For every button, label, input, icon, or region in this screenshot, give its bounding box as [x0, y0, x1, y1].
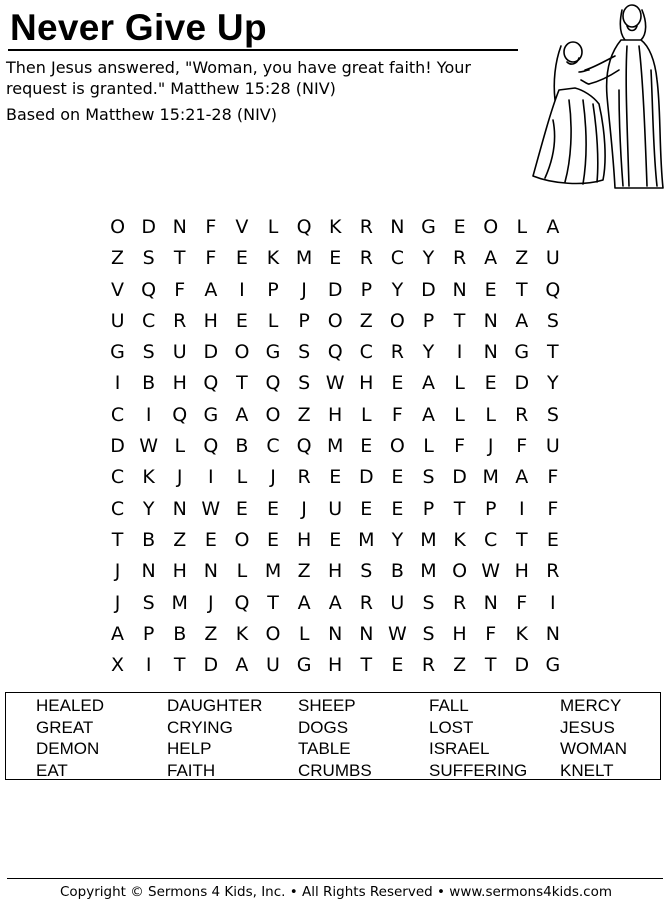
grid-letter: P: [484, 497, 497, 520]
grid-letter: R: [515, 403, 529, 426]
grid-letter: V: [235, 216, 249, 238]
grid-letter: T: [547, 341, 559, 364]
grid-letter: T: [236, 372, 248, 395]
grid-letter: D: [203, 341, 219, 364]
grid-letter: C: [110, 466, 125, 489]
grid-letter: Q: [234, 591, 250, 614]
grid-letter: N: [452, 278, 467, 301]
grid-letter: Y: [422, 341, 435, 364]
grid-letter: N: [359, 622, 374, 645]
grid-letter: E: [267, 528, 280, 551]
grid-letter: D: [514, 372, 530, 395]
grid-letter: A: [515, 309, 529, 332]
grid-letter: O: [327, 309, 343, 332]
grid-letter: G: [421, 216, 436, 238]
word-bank-item: KNELT: [560, 760, 614, 780]
grid-letter: Z: [515, 247, 529, 270]
grid-row: [102, 650, 568, 681]
grid-row: [102, 243, 568, 274]
grid-letter: H: [172, 372, 187, 395]
grid-letter: E: [235, 309, 248, 332]
grid-letter: R: [421, 654, 436, 677]
grid-row: [102, 494, 568, 525]
grid-letter: F: [205, 216, 217, 238]
grid-letter: N: [390, 216, 405, 238]
grid-letter: Z: [173, 528, 187, 551]
grid-letter: M: [420, 560, 437, 583]
copyright-footer: Copyright © Sermons 4 Kids, Inc. • All Rights Reserved • www.sermons4kids.com: [60, 884, 612, 900]
grid-letter: L: [174, 435, 186, 458]
grid-letter: D: [452, 466, 467, 489]
grid-letter: K: [235, 622, 249, 645]
grid-letter: N: [172, 497, 187, 520]
grid-letter: F: [174, 278, 186, 301]
grid-letter: H: [514, 560, 529, 583]
word-bank-item: WOMAN: [560, 739, 628, 758]
grid-letter: J: [208, 591, 214, 614]
grid-letter: L: [454, 403, 465, 426]
grid-letter: N: [172, 216, 187, 238]
grid-letter: D: [141, 216, 156, 238]
grid-letter: B: [173, 622, 187, 645]
grid-letter: M: [482, 466, 499, 489]
word-bank-item: CRYING: [167, 717, 233, 737]
grid-letter: C: [266, 435, 280, 458]
word-bank-item: CRUMBS: [298, 760, 372, 780]
grid-letter: P: [298, 309, 310, 332]
grid-letter: P: [142, 622, 155, 645]
grid-letter: B: [142, 528, 156, 551]
grid-letter: Q: [327, 341, 343, 364]
grid-letter: W: [325, 372, 345, 395]
grid-letter: Q: [141, 278, 157, 301]
word-bank-item: HELP: [167, 739, 212, 758]
bible-verse: Then Jesus answered, "Woman, you have great faith! Your request is granted." Matthew 15:28 (NIV): [6, 58, 471, 98]
grid-letter: S: [142, 341, 155, 364]
grid-letter: Q: [296, 435, 312, 458]
grid-letter: N: [483, 591, 498, 614]
grid-letter: R: [359, 216, 373, 238]
grid-letter: A: [515, 466, 529, 489]
grid-letter: P: [422, 309, 435, 332]
grid-letter: R: [452, 247, 467, 270]
grid-letter: S: [422, 591, 435, 614]
grid-letter: G: [203, 403, 219, 426]
grid-letter: X: [111, 654, 125, 677]
grid-letter: A: [484, 247, 498, 270]
title-divider: [8, 49, 518, 51]
word-bank-column: [429, 695, 527, 781]
word-bank-item: FALL: [429, 696, 469, 715]
grid-letter: R: [173, 309, 187, 332]
word-bank-item: DOGS: [298, 717, 349, 737]
grid-letter: S: [546, 309, 559, 332]
grid-letter: O: [389, 435, 405, 458]
grid-letter: A: [328, 591, 342, 614]
word-bank: [5, 692, 661, 780]
grid-letter: Y: [422, 247, 435, 270]
grid-letter: Z: [297, 560, 311, 583]
grid-letter: N: [203, 560, 218, 583]
grid-letter: O: [234, 341, 250, 364]
word-bank-column: [36, 695, 104, 781]
grid-letter: E: [484, 278, 497, 301]
grid-letter: E: [360, 435, 373, 458]
grid-letter: T: [453, 309, 466, 332]
grid-letter: U: [545, 247, 560, 270]
grid-letter: Q: [203, 435, 219, 458]
grid-letter: E: [391, 654, 404, 677]
word-bank-item: SHEEP: [298, 696, 356, 715]
jesus-and-woman-drawing-icon: [523, 0, 669, 192]
grid-letter: S: [298, 341, 311, 364]
grid-letter: J: [301, 278, 307, 301]
grid-letter: F: [516, 591, 528, 614]
grid-letter: Z: [297, 403, 311, 426]
word-bank-item: JESUS: [560, 717, 615, 737]
grid-row: [102, 619, 568, 650]
grid-letter: M: [264, 560, 282, 583]
grid-letter: F: [205, 247, 217, 270]
grid-letter: G: [296, 654, 312, 677]
word-bank-item: LOST: [429, 717, 474, 737]
grid-letter: T: [453, 497, 466, 520]
grid-letter: E: [329, 247, 342, 270]
grid-letter: C: [110, 403, 125, 426]
word-bank-item: TABLE: [298, 739, 351, 758]
grid-letter: W: [481, 560, 501, 583]
grid-letter: H: [328, 403, 343, 426]
grid-letter: N: [483, 309, 498, 332]
grid-letter: R: [452, 591, 467, 614]
grid-letter: M: [295, 247, 313, 270]
grid-letter: F: [391, 403, 403, 426]
grid-letter: E: [235, 247, 248, 270]
grid-letter: C: [142, 309, 156, 332]
grid-letter: W: [201, 497, 221, 520]
grid-letter: A: [204, 278, 218, 301]
grid-letter: L: [267, 309, 279, 332]
footer-divider: [7, 878, 663, 879]
grid-letter: P: [360, 278, 373, 301]
grid-letter: V: [111, 278, 125, 301]
grid-row: [102, 525, 568, 556]
grid-letter: B: [235, 435, 249, 458]
grid-letter: A: [235, 403, 249, 426]
grid-letter: Q: [265, 372, 281, 395]
word-bank-item: MERCY: [560, 696, 622, 715]
grid-letter: L: [236, 560, 248, 583]
grid-letter: N: [141, 560, 156, 583]
word-search-grid: [102, 212, 568, 681]
grid-letter: A: [297, 591, 311, 614]
word-bank-item: DEMON: [36, 739, 100, 758]
grid-letter: T: [111, 528, 124, 551]
grid-letter: H: [452, 622, 467, 645]
grid-letter: M: [358, 528, 375, 551]
grid-letter: L: [485, 403, 496, 426]
grid-letter: K: [515, 622, 528, 645]
grid-letter: E: [204, 528, 217, 551]
grid-letter: A: [546, 216, 560, 238]
grid-letter: U: [328, 497, 343, 520]
grid-letter: R: [359, 247, 373, 270]
grid-letter: L: [454, 372, 465, 395]
grid-letter: T: [173, 247, 186, 270]
grid-letter: B: [142, 372, 156, 395]
word-bank-column: [167, 695, 262, 781]
grid-letter: D: [110, 435, 125, 458]
word-bank-item: EAT: [36, 760, 68, 780]
grid-letter: W: [387, 622, 407, 645]
grid-row: [102, 337, 568, 368]
grid-letter: P: [267, 278, 279, 301]
grid-letter: B: [390, 560, 404, 583]
grid-letter: E: [391, 497, 404, 520]
grid-letter: K: [266, 247, 280, 270]
word-bank-item: FAITH: [167, 760, 216, 780]
grid-letter: O: [389, 309, 405, 332]
grid-letter: E: [329, 466, 342, 489]
grid-letter: L: [236, 466, 248, 489]
grid-letter: E: [453, 216, 466, 238]
grid-letter: S: [142, 591, 155, 614]
grid-letter: Q: [296, 216, 312, 238]
grid-letter: T: [267, 591, 279, 614]
grid-letter: J: [176, 466, 183, 489]
grid-letter: U: [110, 309, 125, 332]
grid-row: [102, 462, 568, 493]
word-bank-item: DAUGHTER: [167, 696, 263, 715]
grid-letter: A: [421, 403, 435, 426]
grid-letter: J: [114, 591, 121, 614]
grid-letter: H: [203, 309, 218, 332]
grid-row: [102, 588, 568, 619]
grid-letter: F: [547, 497, 559, 520]
grid-letter: H: [328, 654, 343, 677]
grid-letter: J: [114, 560, 121, 583]
grid-letter: G: [514, 341, 530, 364]
grid-letter: R: [359, 591, 373, 614]
grid-letter: T: [173, 654, 186, 677]
grid-letter: F: [454, 435, 466, 458]
grid-letter: S: [546, 403, 559, 426]
grid-letter: N: [328, 622, 343, 645]
grid-letter: E: [235, 497, 248, 520]
grid-row: [102, 400, 568, 431]
grid-letter: F: [547, 466, 559, 489]
grid-row: [102, 212, 568, 243]
grid-letter: O: [110, 216, 126, 238]
grid-letter: R: [546, 560, 560, 583]
grid-letter: R: [390, 341, 404, 364]
grid-letter: M: [420, 528, 437, 551]
grid-letter: E: [546, 528, 559, 551]
grid-letter: J: [270, 466, 276, 489]
grid-letter: L: [267, 216, 279, 238]
grid-letter: H: [359, 372, 374, 395]
grid-letter: C: [484, 528, 498, 551]
word-bank-item: GREAT: [36, 717, 94, 737]
grid-letter: F: [485, 622, 497, 645]
grid-row: [102, 306, 568, 337]
grid-letter: O: [265, 403, 281, 426]
grid-letter: D: [327, 278, 343, 301]
grid-letter: A: [111, 622, 125, 645]
word-bank-column: [298, 695, 372, 781]
grid-letter: I: [114, 372, 121, 395]
grid-letter: L: [361, 403, 372, 426]
grid-letter: N: [545, 622, 560, 645]
grid-letter: P: [422, 497, 435, 520]
page-title: Never Give Up: [10, 7, 267, 48]
grid-letter: U: [545, 435, 560, 458]
grid-letter: H: [172, 560, 187, 583]
grid-row: [102, 556, 568, 587]
grid-letter: J: [301, 497, 307, 520]
grid-letter: Q: [545, 278, 561, 301]
grid-letter: G: [110, 341, 125, 364]
grid-letter: E: [391, 372, 404, 395]
grid-letter: C: [390, 247, 405, 270]
grid-letter: U: [266, 654, 280, 677]
grid-letter: S: [298, 372, 311, 395]
grid-letter: F: [516, 435, 528, 458]
scripture-reference: Based on Matthew 15:21-28 (NIV): [6, 105, 277, 124]
grid-letter: Z: [359, 309, 373, 332]
grid-row: [102, 431, 568, 462]
word-bank-column: [560, 695, 627, 781]
grid-letter: M: [327, 435, 344, 458]
grid-letter: I: [208, 466, 214, 489]
grid-letter: S: [360, 560, 373, 583]
grid-letter: N: [483, 341, 498, 364]
grid-letter: D: [203, 654, 219, 677]
grid-letter: A: [235, 654, 249, 677]
grid-letter: O: [234, 528, 250, 551]
grid-letter: Z: [453, 654, 467, 677]
grid-letter: Y: [391, 278, 404, 301]
grid-letter: Z: [204, 622, 218, 645]
grid-letter: L: [298, 622, 310, 645]
grid-letter: K: [142, 466, 155, 489]
grid-letter: I: [456, 341, 463, 364]
grid-letter: S: [422, 466, 435, 489]
grid-letter: O: [265, 622, 281, 645]
grid-row: [102, 275, 568, 306]
grid-letter: S: [422, 622, 435, 645]
grid-letter: C: [359, 341, 373, 364]
grid-letter: M: [171, 591, 188, 614]
word-bank-item: ISRAEL: [429, 739, 490, 758]
grid-letter: I: [239, 278, 245, 301]
grid-letter: L: [516, 216, 528, 238]
grid-letter: G: [545, 654, 561, 677]
grid-letter: U: [172, 341, 187, 364]
grid-letter: U: [390, 591, 405, 614]
grid-letter: T: [484, 654, 497, 677]
grid-letter: O: [452, 560, 468, 583]
grid-letter: C: [110, 497, 125, 520]
grid-letter: D: [421, 278, 436, 301]
grid-letter: I: [550, 591, 556, 614]
grid-letter: D: [358, 466, 374, 489]
word-bank-item: HEALED: [36, 696, 105, 715]
grid-letter: T: [515, 278, 528, 301]
grid-letter: K: [453, 528, 466, 551]
grid-letter: E: [360, 497, 373, 520]
grid-letter: T: [360, 654, 373, 677]
grid-letter: I: [518, 497, 525, 520]
word-bank-item: SUFFERING: [429, 760, 528, 780]
grid-letter: S: [142, 247, 155, 270]
grid-letter: E: [329, 528, 342, 551]
grid-letter: R: [297, 466, 311, 489]
grid-letter: Q: [172, 403, 188, 426]
grid-letter: L: [423, 435, 434, 458]
grid-letter: O: [483, 216, 499, 238]
grid-letter: E: [484, 372, 497, 395]
grid-letter: Y: [547, 372, 559, 395]
grid-letter: E: [267, 497, 280, 520]
grid-letter: J: [487, 435, 494, 458]
grid-letter: E: [391, 466, 404, 489]
grid-letter: D: [514, 654, 530, 677]
grid-letter: H: [296, 528, 312, 551]
grid-letter: W: [139, 435, 159, 458]
grid-letter: Y: [142, 497, 155, 520]
grid-letter: Y: [391, 528, 404, 551]
grid-letter: I: [145, 403, 152, 426]
grid-letter: K: [328, 216, 342, 238]
grid-letter: T: [515, 528, 528, 551]
grid-letter: H: [328, 560, 343, 583]
grid-letter: I: [145, 654, 152, 677]
grid-letter: Q: [203, 372, 219, 395]
grid-letter: A: [421, 372, 435, 395]
grid-letter: Z: [111, 247, 125, 270]
grid-letter: G: [265, 341, 281, 364]
grid-row: [102, 368, 568, 399]
